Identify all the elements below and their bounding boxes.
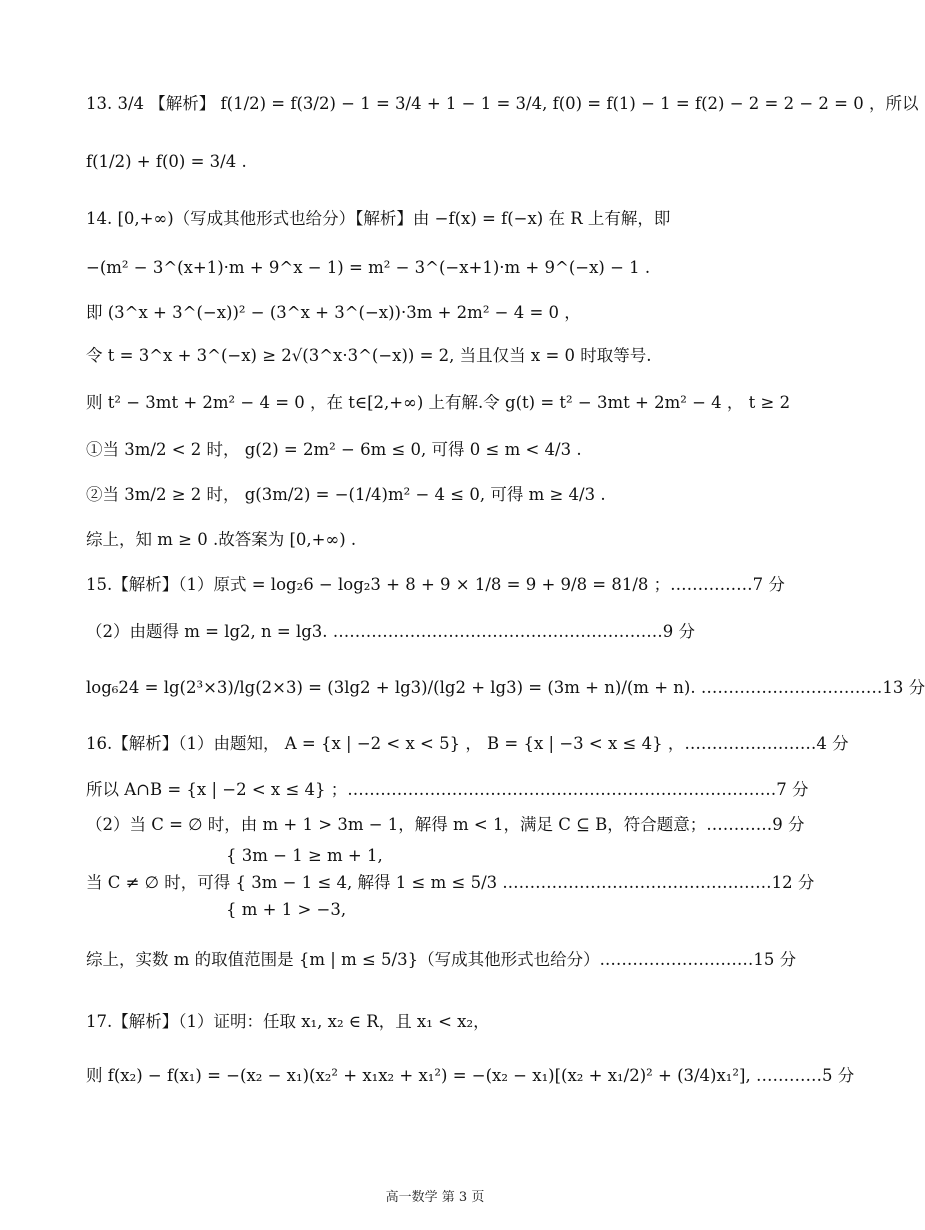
text-line-13-result: f(1/2) + f(0) = 3/4 . [86,152,247,171]
text-line-14-rearranged: 即 (3^x + 3^(−x))² − (3^x + 3^(−x))·3m + 2m² − 4 = 0 ， [86,303,581,322]
text-line-14-equation: −(m² − 3^(x+1)·m + 9^x − 1) = m² − 3^(−x+1)·m + 9^(−x) − 1 . [86,258,651,277]
text-line-14-answer: 14. [0,+∞)（写成其他形式也给分）【解析】由 −f(x) = f(−x) 在 R 上有解，即 [86,209,671,228]
text-line-13-answer: 13. 3/4 【解析】 f(1/2) = f(3/2) − 1 = 3/4 + 1 − 1 = 3/4, f(0) = f(1) − 1 = f(2) − 2 = 2 − 2 = 0 ，所以 [86,94,919,113]
text-line-15-log: log₆24 = lg(2³×3)/lg(2×3) = (3lg2 + lg3)/(lg2 + lg3) = (3m + n)/(m + n). ……………………………13 分 [86,678,925,697]
page-footer: 高一数学 第 3 页 [385,1190,485,1205]
text-line-14-substitution: 令 t = 3^x + 3^(−x) ≥ 2√(3^x·3^(−x)) = 2, 当且仅当 x = 0 时取等号. [86,346,652,365]
text-line-16-intersection: 所以 A∩B = {x | −2 < x ≤ 4} ；……………………………………………………………………7 分 [86,780,809,799]
text-line-16-system: 当 C ≠ ∅ 时，可得 { 3m − 1 ≤ 4, 解得 1 ≤ m ≤ 5/3 .…………………………………………12 分 [86,873,815,892]
text-line-16-conclusion: 综上，实数 m 的取值范围是 {m | m ≤ 5/3}（写成其他形式也给分）.………………………15 分 [86,950,797,969]
text-line-15-part-2: （2）由题得 m = lg2, n = lg3. ……………………………………………………9 分 [86,622,696,641]
text-line-16-part-1: 16.【解析】（1）由题知， A = {x | −2 < x < 5} ， B = {x | −3 < x ≤ 4} ，……………………4 分 [86,734,849,753]
text-line-14-case-1: ①当 3m/2 < 2 时， g(2) = 2m² − 6m ≤ 0, 可得 0 ≤ m < 4/3 . [86,440,582,459]
text-line-15-part-1: 15.【解析】（1）原式 = log₂6 − log₂3 + 8 + 9 × 1/8 = 9 + 9/8 = 81/8 ；……………7 分 [86,575,785,594]
text-line-17-proof-start: 17.【解析】（1）证明：任取 x₁, x₂ ∈ R，且 x₁ < x₂， [86,1012,490,1031]
text-line-17-difference: 则 f(x₂) − f(x₁) = −(x₂ − x₁)(x₂² + x₁x₂ + x₁²) = −(x₂ − x₁)[(x₂ + x₁/2)² + (3/4)x₁²], …………5 分 [86,1066,855,1085]
text-line-14-case-2: ②当 3m/2 ≥ 2 时， g(3m/2) = −(1/4)m² − 4 ≤ 0, 可得 m ≥ 4/3 . [86,485,606,504]
text-line-16-part-2: （2）当 C = ∅ 时，由 m + 1 > 3m − 1，解得 m < 1，满足 C ⊆ B，符合题意；…………9 分 [86,815,805,834]
text-line-16-system-row-3: { m + 1 > −3, [226,900,347,919]
text-line-14-conclusion: 综上，知 m ≥ 0 .故答案为 [0,+∞) . [86,530,357,549]
text-line-16-system-row-1: { 3m − 1 ≥ m + 1, [226,846,383,865]
text-line-14-quadratic: 则 t² − 3mt + 2m² − 4 = 0 ，在 t∈[2,+∞) 上有解.令 g(t) = t² − 3mt + 2m² − 4 ， t ≥ 2 [86,393,791,412]
